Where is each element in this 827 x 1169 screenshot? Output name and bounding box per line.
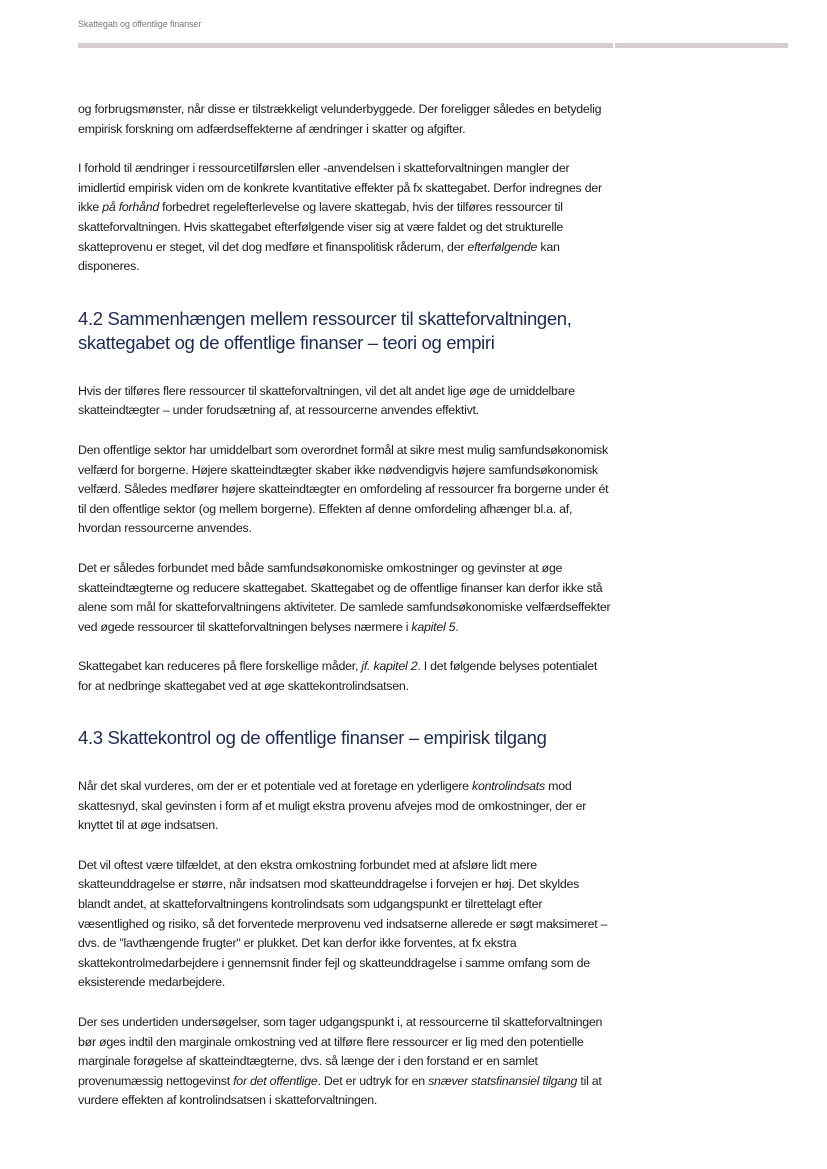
paragraph-2-emphasis-1: på forhånd xyxy=(102,200,159,215)
paragraph-7-text-a: Når det skal vurderes, om der er et potentiale ved at foretage en yderligere xyxy=(78,778,472,793)
paragraph-4: Den offentlige sektor har umiddelbart som overordnet formål at sikre mest mulig samfundsøkonomisk velfærd for borgerne. Højere skatteindtægter skaber ikke nødvendigvis højere samfundsøkonomisk velfærd. Således medfører højere skatteindtægter en omfordeling af ressourcer fra borgerne under ét til den offentlige sektor (og mellem borgerne). Effekten af denne omfordeling afhænger bl.a. af, hvordan ressourcerne anvendes. xyxy=(78,442,609,536)
paragraph-6-text-b: . I det følgende belyses potentialet for at nedbringe skattegabet ved at øge skattekontrolindsatsen. xyxy=(78,659,598,693)
page-body xyxy=(78,100,613,1131)
paragraph-8: Det vil oftest være tilfældet, at den ekstra omkostning forbundet med at afsløre lidt mere skatteunddragelse er større, når indsatsen mod skatteunddragelse i forvejen er høj. Det skyldes blandt andet, at skatteforvaltningens kontrolindsats som udgangspunkt er tilrettelagt efter væsentlighed og risiko, så det forventede merprovenu ved indsatserne allerede er søgt maksimeret – dvs. de "lavthængende frugter" er plukket. Det kan derfor ikke forventes, at fx ekstra skattekontrolmedarbejdere i gennemsnit finder fejl og skatteunddragelse i samme omfang som de eksisterende medarbejdere. xyxy=(78,857,608,990)
paragraph-5-emphasis: kapitel 5 xyxy=(411,619,456,634)
paragraph-9-emphasis-1: for det offentlige xyxy=(233,1073,318,1088)
header-rule xyxy=(78,43,788,48)
paragraph-9 xyxy=(78,1013,613,1111)
paragraph-6-text-a: Skattegabet kan reduceres på flere forskellige måder, xyxy=(78,659,362,674)
paragraph-5 xyxy=(78,559,613,637)
paragraph-2 xyxy=(78,159,613,277)
header-rule-gap xyxy=(613,43,615,48)
paragraph-2-text-c: kan disponeres. xyxy=(78,239,560,274)
paragraph-6 xyxy=(78,657,613,696)
paragraph-5-text-a: Det er således forbundet med både samfundsøkonomiske omkostninger og gevinster at øge skatteindtægterne og reducere skattegabet. Skattegabet og de offentlige finanser kan derfor ikke stå alene som mål for skatteforvaltningens aktiviteter. De samlede samfundsøkonomiske velfærdseffekter ved øgede ressourcer til skatteforvaltningen belyses nærmere i xyxy=(78,560,611,634)
paragraph-1: og forbrugsmønster, når disse er tilstrækkeligt velunderbyggede. Der foreligger således en betydelig empirisk forskning om adfærdseffekterne af ændringer i skatter og afgifter. xyxy=(78,102,602,136)
paragraph-9-emphasis-2: snæver statsfinansiel tilgang xyxy=(428,1073,578,1088)
paragraph-7 xyxy=(78,777,613,836)
paragraph-7-emphasis: kontrolindsats xyxy=(472,778,545,793)
paragraph-5-text-b: . xyxy=(455,619,459,634)
paragraph-9-text-c: til at vurdere effekten af kontrolindsatsen i skatteforvaltningen. xyxy=(78,1073,602,1108)
paragraph-3: Hvis der tilføres flere ressourcer til skatteforvaltningen, vil det alt andet lige øge de umiddelbare skatteindtægter – under forudsætning af, at ressourcerne anvendes effektivt. xyxy=(78,383,575,418)
paragraph-7-text-b: mod skattesnyd, skal gevinsten i form af et muligt ekstra provenu afvejes mod de omkostninger, der er knyttet til at øge indsatsen. xyxy=(78,778,587,833)
section-heading-4-3: 4.3 Skattekontrol og de offentlige finanser – empirisk tilgang xyxy=(78,727,547,749)
running-header: Skattegab og offentlige finanser xyxy=(78,19,202,29)
paragraph-2-emphasis-2: efterfølgende xyxy=(467,239,538,254)
paragraph-6-emphasis: jf. kapitel 2 xyxy=(361,659,418,674)
paragraph-2-text-b: forbedret regelefterlevelse og lavere skattegab, hvis der tilføres ressourcer til skatteforvaltningen. Hvis skattegabet efterfølgende viser sig at være faldet og det strukturelle skatteprovenu er steget, vil det dog medføre et finanspolitisk råderum, der xyxy=(78,200,563,254)
paragraph-9-text-b: . Det er udtryk for en xyxy=(317,1073,429,1088)
paragraph-2-text-a: I forhold til ændringer i ressourcetilførslen eller -anvendelsen i skatteforvaltningen mangler der imidlertid empirisk viden om de konkrete kvantitative effekter på fx skattegabet. Derfor indregnes der ikke xyxy=(78,161,602,215)
paragraph-9-text-a: Der ses undertiden undersøgelser, som tager udgangspunkt i, at ressourcerne til skatteforvaltningen bør øges indtil den marginale omkostning ved at tilføre flere ressourcer er lig med den potentielle marginale forøgelse af skatteindtægterne, dvs. så længe der i den forstand er en samlet provenumæssig nettogevinst xyxy=(78,1014,603,1088)
section-heading-4-2: 4.2 Sammenhængen mellem ressourcer til skatteforvaltningen, skattegabet og de offentlige finanser – teori og empiri xyxy=(78,307,572,354)
